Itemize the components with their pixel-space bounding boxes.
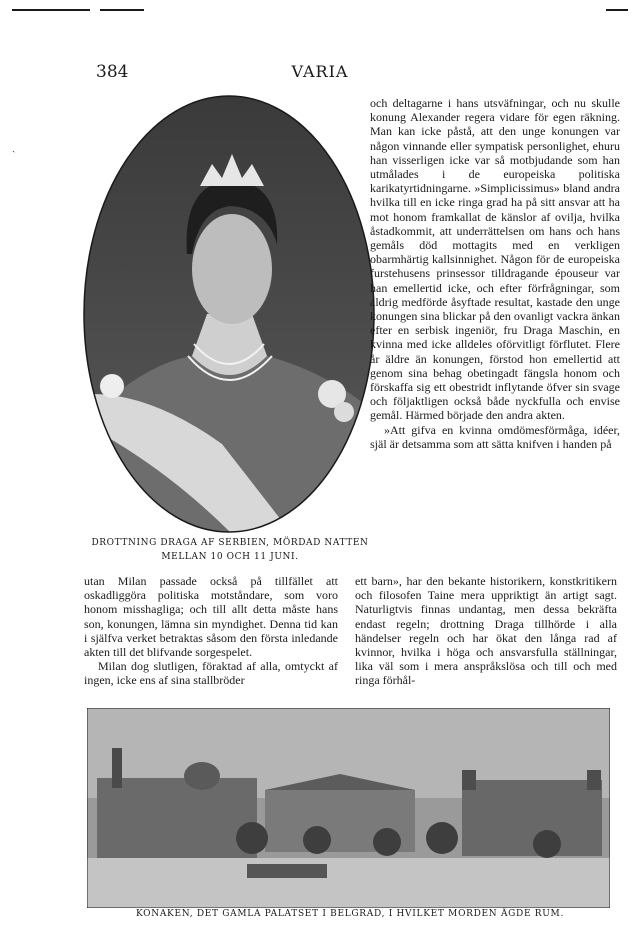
paragraph: ett barn», har den bekante historikern, konstkritikern och filosofen Taine mera uppriktigt än artigt sagt. Naturligtvis finnas undantag, men dessa bekräfta endast regeln; drottning Draga tillhörde i alla händelser regeln och har ökat den långa rad af kvinnor, hvilka i höga och ansvarsfulla ställningar, lika väl som i mera anspråkslösa och till och med ringa förhål-: [355, 574, 617, 688]
portrait-caption-line1: DROTTNING DRAGA AF SERBIEN, MÖRDAD NATTEN: [91, 538, 369, 548]
portrait-caption-line2: MELLAN 10 OCH 11 JUNI.: [161, 552, 299, 562]
top-rule-left: [12, 9, 90, 11]
paragraph: utan Milan passade också på tillfället att oskadliggöra politiska motståndare, som voro honom misshagliga; och till allt detta måste hans son, konungen, lämna sin myndighet. Denna tid kan i själfva verket betraktas såsom den första inledande akten till det blifvande sorgespelet.: [84, 574, 338, 660]
margin-mark: ˏ: [12, 142, 16, 153]
right-column-bottom: [355, 574, 617, 688]
top-rule-right: [606, 9, 628, 11]
paragraph: »Att gifva en kvinna omdömesförmåga, idéer, själ är detsamma som att sätta knifven i handen på: [370, 422, 620, 451]
left-column-bottom: [84, 574, 338, 688]
running-title: VARIA: [291, 62, 349, 81]
paragraph: Milan dog slutligen, föraktad af alla, omtyckt af ingen, icke ens af sina stallbröder: [84, 659, 338, 688]
page-number: 384: [96, 62, 129, 82]
right-column-top: [370, 96, 620, 451]
paragraph: och deltagarne i hans utsväfningar, och nu skulle konung Alexander regera vidare för egen räkning. Man kan icke påstå, att den unge konungen var någon vinnande eller sympatisk personlighet, ehuru han visserligen icke var så motbjudande som han utmålades i de europeiska politiska karikatyrtidningarne. »Simplicissimus» bland andra hvilka till en icke ringa grad ha på sitt ansvar att ha mot honom framkallat de känslor af ovilja, hvilka åstadkommit, att underrättelsen om hans och hans gemåls död mottagits med en verkligen obarmhärtig kallsinnighet. Någon för de europeiska furstehusens prinsessor tilldragande épouseur var han emellertid icke, och efter förfrågningar, som aldrig medförde åsyftade resultat, kastade den unge konungen sina blickar på den ovanligt vackra änkan efter en serbisk ingeniör, fru Draga Maschin, en kvinna med icke alldeles oförvitligt förflutet. Flere år äldre än konungen, förstod hon emellertid att genom sina behag obetingadt fängsla honom och förskaffa sig ett obestridt inflytande öfver sin svage och följaktligen också både nyckfulla och envise gemål. Härmed började den andra akten.: [370, 96, 620, 423]
portrait-engraving: [82, 94, 376, 534]
plate-caption: KONAKEN, DET GAMLA PALATSET I BELGRAD, I HVILKET MORDEN ÄGDE RUM.: [135, 909, 565, 919]
portrait-figure: [82, 94, 376, 534]
top-rule-middle: [100, 9, 144, 11]
portrait-caption: [80, 536, 380, 564]
palace-engraving: [87, 708, 610, 908]
